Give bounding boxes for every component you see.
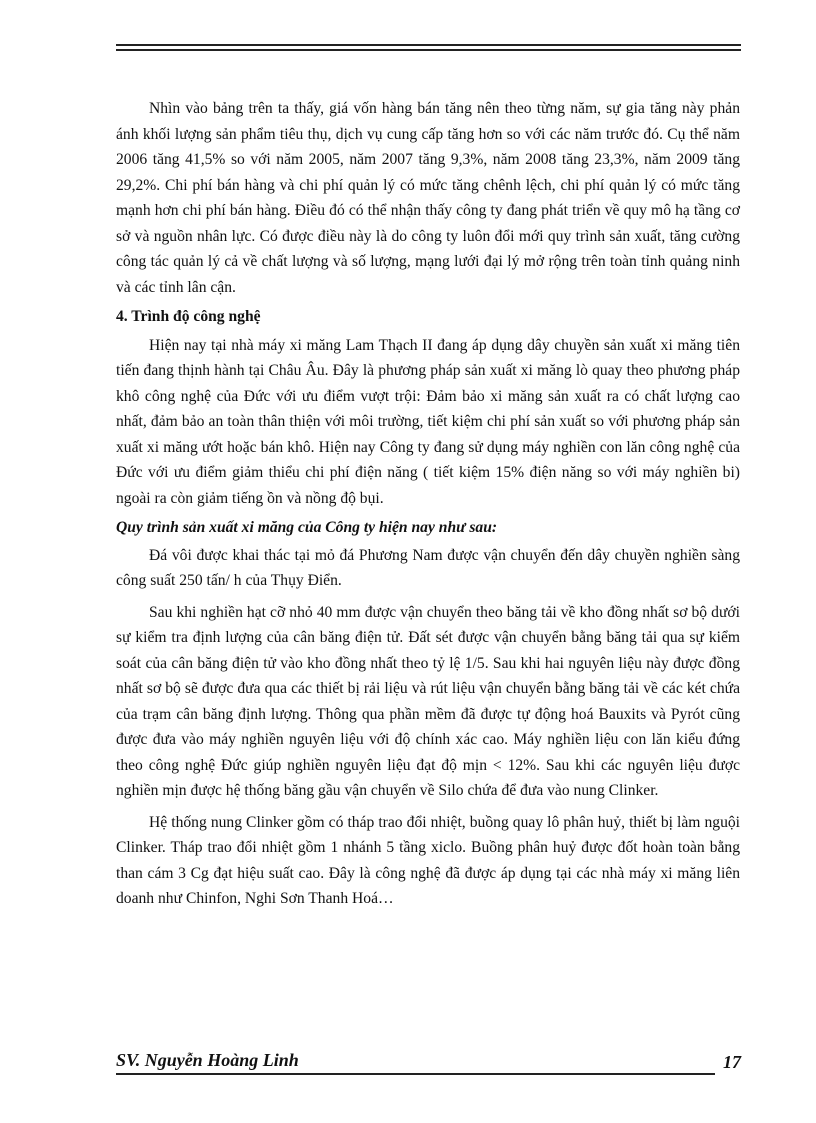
header-rule-line-bottom [116, 49, 741, 51]
paragraph-technology: Hiện nay tại nhà máy xi măng Lam Thạch II đang áp dụng dây chuyền sản xuất xi măng tiên tiến đang thịnh hành tại Châu Âu. Đây là phương pháp sản xuất xi măng lò quay theo phương pháp khô công nghệ của Đức với ưu điểm vượt trội: Đảm bảo xi măng sản xuất ra có chất lượng cao nhất, đảm bảo an toàn thân thiện với môi trường, tiết kiệm chi phí sản xuất so với phương pháp sản xuất xi măng ướt hoặc bán khô. Hiện nay Công ty đang sử dụng máy nghiền con lăn công nghệ của Đức với ưu điểm giảm thiểu chi phí điện năng ( tiết kiệm 15% điện năng so với máy nghiền bi) ngoài ra còn giảm tiếng ồn và nồng độ bụi. [116, 336, 740, 507]
page-footer [116, 1050, 741, 1076]
header-rule-line-top [116, 44, 741, 46]
paragraph-grinding: Sau khi nghiền hạt cỡ nhỏ 40 mm được vận chuyển theo băng tải về kho đồng nhất sơ bộ dưới sự kiểm tra định lượng của cân băng điện tử. Đất sét được vận chuyển bằng băng tải qua sự kiểm soát của cân băng điện tử vào kho đồng nhất theo tỷ lệ 1/5. Sau khi hai nguyên liệu này được đồng nhất sơ bộ sẽ được đưa qua các thiết bị rải liệu và rút liệu vận chuyển bằng băng tải về các két chứa của trạm cân băng định lượng. Thông qua phần mềm đã được tự động hoá Bauxits và Pyrót cũng được đưa vào máy nghiền nguyên liệu với độ chính xác cao. Máy nghiền liệu con lăn kiểu đứng theo công nghệ Đức giúp nghiền nguyên liệu đạt độ mịn < 12%. Sau khi các nguyên liệu được nghiền mịn được hệ thống băng gầu vận chuyển về Silo chứa để đưa vào nung Clinker. [116, 603, 740, 799]
process-heading: Quy trình sản xuất xi măng của Công ty hiện nay như sau: [116, 519, 498, 536]
page-number: 17 [723, 1052, 741, 1072]
paragraph-cost-analysis: Nhìn vào bảng trên ta thấy, giá vốn hàng bán tăng nên theo từng năm, sự gia tăng này phản ánh khối lượng sản phẩm tiêu thụ, dịch vụ cung cấp tăng hơn so với các năm trước đó. Cụ thể năm 2006 tăng 41,5% so với năm 2005, năm 2007 tăng 9,3%, năm 2008 tăng 23,3%, năm 2009 tăng 29,2%. Chi phí bán hàng và chi phí quản lý có mức tăng chênh lệch, chi phí quản lý có mức tăng mạnh hơn chi phí bán hàng. Điều đó có thể nhận thấy công ty đang phát triển về quy mô hạ tầng cơ sở và nguồn nhân lực. Có được điều này là do công ty luôn đổi mới quy trình sản xuất, tăng cường công tác quản lý cả về chất lượng và số lượng, mạng lưới đại lý mở rộng trên toàn tỉnh quảng ninh và các tỉnh lân cận. [116, 100, 740, 296]
section-heading-technology: 4. Trình độ công nghệ [116, 308, 261, 325]
paragraph-limestone: Đá vôi được khai thác tại mỏ đá Phương Nam được vận chuyển đến dây chuyền nghiền sàng công suất 250 tấn/ h của Thụy Điển. [116, 546, 740, 589]
footer-author: SV. Nguyễn Hoàng Linh [116, 1050, 299, 1070]
page-content [116, 96, 740, 912]
header-rule [116, 44, 741, 51]
paragraph-clinker: Hệ thống nung Clinker gồm có tháp trao đổi nhiệt, buồng quay lô phân huỷ, thiết bị làm nguội Clinker. Tháp trao đổi nhiệt gồm 1 nhánh 5 tầng xiclo. Buồng phân huỷ được đốt hoàn toàn bằng than cám 3 Cg đạt hiệu suất cao. Đây là công nghệ đã được áp dụng tại các nhà máy xi măng liên doanh như Chinfon, Nghi Sơn Thanh Hoá… [116, 813, 740, 907]
footer-rule [116, 1073, 715, 1075]
